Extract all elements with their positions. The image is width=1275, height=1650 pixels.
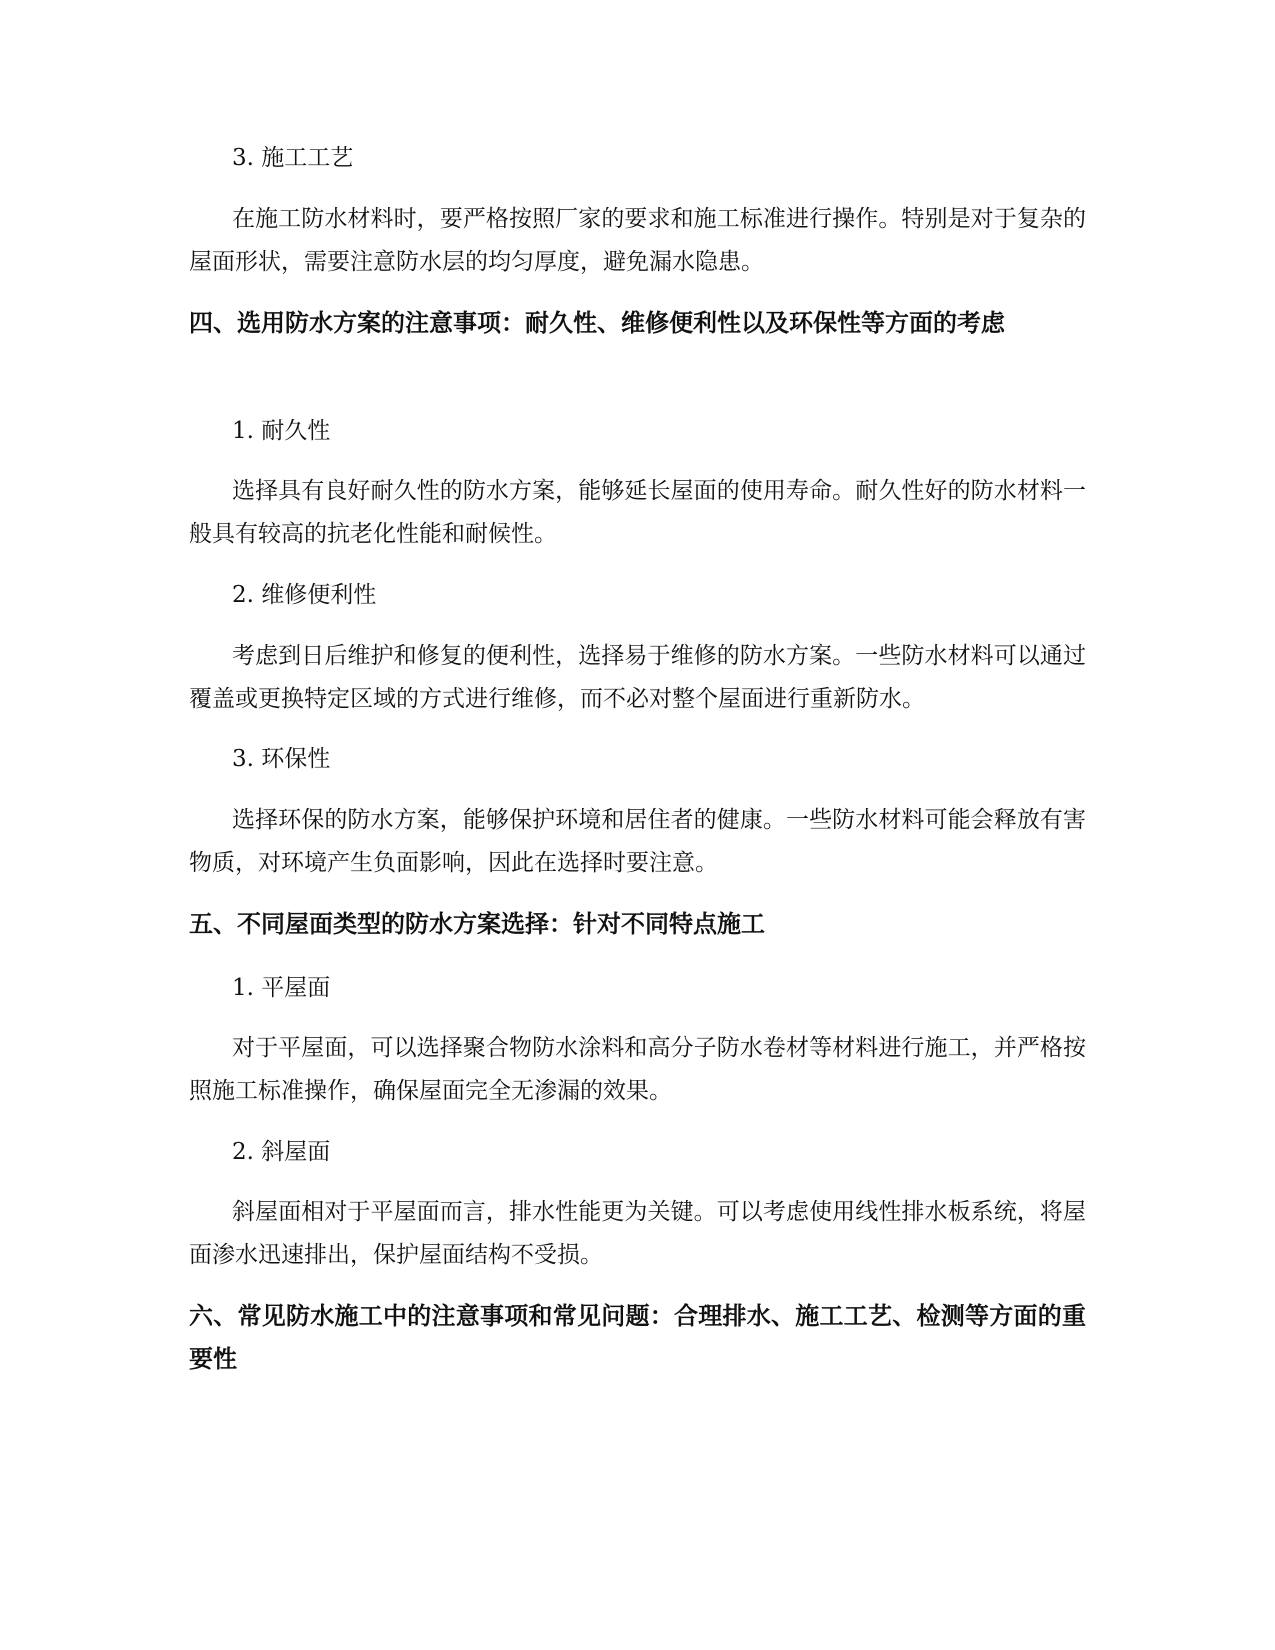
paragraph-construction-process: 在施工防水材料时，要严格按照厂家的要求和施工标准进行操作。特别是对于复杂的屋面形状，需要注意防水层的均匀厚度，避免漏水隐患。 [189,206,1086,275]
paragraph-maintenance: 考虑到日后维护和修复的便利性，选择易于维修的防水方案。一些防水材料可以通过覆盖或更换特定区域的方式进行维修，而不必对整个屋面进行重新防水。 [189,643,1086,712]
paragraph-flat-roof: 对于平屋面，可以选择聚合物防水涂料和高分子防水卷材等材料进行施工，并严格按照施工标准操作，确保屋面完全无渗漏的效果。 [189,1035,1086,1104]
subheading-flat-roof: 1. 平屋面 [232,975,331,1001]
paragraph-eco-friendly: 选择环保的防水方案，能够保护环境和居住者的健康。一些防水材料可能会释放有害物质，对环境产生负面影响，因此在选择时要注意。 [189,807,1086,876]
subheading-construction-process: 3. 施工工艺 [232,145,354,171]
subheading-maintenance: 2. 维修便利性 [232,582,377,608]
subheading-eco-friendly: 3. 环保性 [232,746,331,772]
paragraph-durability: 选择具有良好耐久性的防水方案，能够延长屋面的使用寿命。耐久性好的防水材料一般具有较高的抗老化性能和耐候性。 [189,478,1086,547]
section-heading-six: 六、常见防水施工中的注意事项和常见问题：合理排水、施工工艺、检测等方面的重要性 [189,1302,1086,1373]
section-heading-four: 四、选用防水方案的注意事项：耐久性、维修便利性以及环保性等方面的考虑 [189,309,1005,337]
subheading-sloped-roof: 2. 斜屋面 [232,1139,331,1165]
subheading-durability: 1. 耐久性 [232,418,331,444]
section-heading-five: 五、不同屋面类型的防水方案选择：针对不同特点施工 [189,910,765,938]
paragraph-sloped-roof: 斜屋面相对于平屋面而言，排水性能更为关键。可以考虑使用线性排水板系统，将屋面渗水迅速排出，保护屋面结构不受损。 [189,1199,1086,1268]
